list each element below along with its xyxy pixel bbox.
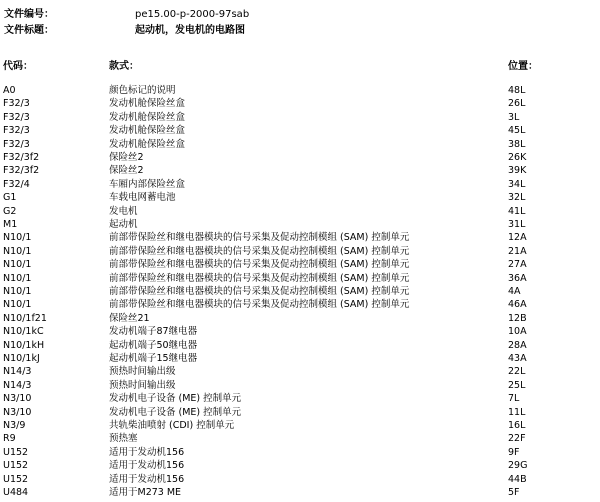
table-row	[0, 459, 600, 472]
document-number-value: pe15.00-p-2000-97sab	[135, 9, 250, 20]
row-code: N10/1	[3, 272, 32, 284]
row-style: 前部带保险丝和继电器模块的信号采集及促动控制模组 (SAM) 控制单元	[109, 232, 410, 244]
table-row	[0, 473, 600, 486]
row-position: 5F	[508, 487, 520, 498]
row-code: U152	[3, 446, 29, 458]
table-row	[0, 84, 600, 97]
row-code: N10/1	[3, 286, 32, 297]
row-position: 7L	[508, 393, 520, 405]
row-style: 发动机电子设备 (ME) 控制单元	[109, 393, 242, 405]
table-row	[0, 486, 600, 499]
row-position: 9F	[508, 446, 520, 458]
row-position: 4A	[508, 286, 521, 297]
column-header-position: 位置：	[508, 61, 538, 72]
column-header-row	[0, 60, 600, 73]
row-position: 26L	[508, 98, 526, 110]
row-style: 适用于发动机156	[109, 460, 185, 472]
row-style: 适用于发动机156	[109, 446, 185, 458]
row-position: 26K	[508, 152, 527, 163]
table-row	[0, 419, 600, 432]
row-style: 预热时间输出级	[109, 366, 176, 378]
table-row	[0, 205, 600, 218]
row-position: 36A	[508, 272, 527, 284]
row-code: F32/3	[3, 98, 30, 110]
row-position: 39K	[508, 165, 527, 177]
row-position: 38L	[508, 138, 526, 150]
row-code: N3/9	[3, 420, 26, 431]
row-style: 发动机舱保险丝盒	[109, 125, 186, 137]
row-position: 44B	[508, 473, 527, 485]
row-style: 车厢内部保险丝盒	[109, 178, 186, 190]
row-code: N10/1	[3, 299, 32, 311]
table-row	[0, 352, 600, 365]
row-code: U484	[3, 487, 29, 498]
table-row	[0, 272, 600, 285]
table-row	[0, 124, 600, 137]
row-position: 12B	[508, 312, 527, 324]
row-position: 16L	[508, 420, 526, 431]
document-number-label: 文件编号：	[4, 9, 54, 20]
row-code: G1	[3, 192, 17, 204]
row-position: 22L	[508, 366, 526, 378]
row-style: 起动机	[109, 219, 138, 230]
table-row	[0, 164, 600, 177]
table-row	[0, 406, 600, 419]
table-row	[0, 379, 600, 392]
table-row	[0, 392, 600, 405]
row-position: 45L	[508, 125, 526, 137]
row-style: 保险丝21	[109, 312, 150, 324]
row-style: 前部带保险丝和继电器模块的信号采集及促动控制模组 (SAM) 控制单元	[109, 259, 410, 271]
row-style: 前部带保险丝和继电器模块的信号采集及促动控制模组 (SAM) 控制单元	[109, 245, 410, 257]
row-code: M1	[3, 219, 18, 230]
row-style: 前部带保险丝和继电器模块的信号采集及促动控制模组 (SAM) 控制单元	[109, 286, 410, 297]
document-number-row	[0, 8, 600, 21]
row-code: N10/1	[3, 245, 32, 257]
row-code: N10/1f21	[3, 312, 47, 324]
row-code: F32/3	[3, 125, 30, 137]
row-position: 41L	[508, 205, 526, 217]
row-position: 34L	[508, 178, 526, 190]
row-style: 前部带保险丝和继电器模块的信号采集及促动控制模组 (SAM) 控制单元	[109, 299, 410, 311]
row-style: 起动机端子50继电器	[109, 339, 198, 351]
row-style: 预热时间输出级	[109, 379, 176, 391]
table-row	[0, 432, 600, 445]
row-code: R9	[3, 433, 16, 445]
row-style: 适用于M273 ME	[109, 487, 182, 498]
table-row	[0, 191, 600, 204]
row-code: F32/3	[3, 138, 30, 150]
row-position: 46A	[508, 299, 527, 311]
row-code: U152	[3, 473, 29, 485]
column-header-style: 款式：	[109, 61, 139, 72]
table-row	[0, 218, 600, 231]
row-style: 前部带保险丝和继电器模块的信号采集及促动控制模组 (SAM) 控制单元	[109, 272, 410, 284]
row-style: 发动机舱保险丝盒	[109, 98, 186, 110]
row-style: 适用于发动机156	[109, 473, 185, 485]
table-row	[0, 138, 600, 151]
table-row	[0, 365, 600, 378]
row-code: N3/10	[3, 393, 32, 405]
row-position: 48L	[508, 85, 526, 96]
row-position: 25L	[508, 379, 526, 391]
row-style: 车载电网蓄电池	[109, 192, 176, 204]
table-row	[0, 111, 600, 124]
row-position: 3L	[508, 111, 520, 123]
row-code: A0	[3, 85, 16, 96]
row-code: F32/3f2	[3, 165, 40, 177]
row-code: N10/1kJ	[3, 353, 40, 364]
row-style: 共轨柴油喷射 (CDI) 控制单元	[109, 420, 235, 431]
table-row	[0, 258, 600, 271]
row-style: 发动机端子87继电器	[109, 326, 198, 338]
column-header-code: 代码：	[3, 61, 33, 72]
row-position: 10A	[508, 326, 527, 338]
row-code: F32/3	[3, 111, 30, 123]
table-row	[0, 151, 600, 164]
row-position: 11L	[508, 406, 526, 418]
row-position: 32L	[508, 192, 526, 204]
row-style: 发动机舱保险丝盒	[109, 111, 186, 123]
table-row	[0, 285, 600, 298]
document-title-label: 文件标题：	[4, 25, 54, 36]
row-position: 27A	[508, 259, 527, 271]
row-style: 保险丝2	[109, 165, 144, 177]
row-style: 发电机	[109, 205, 138, 217]
row-code: N3/10	[3, 406, 32, 418]
row-code: N10/1kC	[3, 326, 44, 338]
row-position: 12A	[508, 232, 527, 244]
table-row	[0, 231, 600, 244]
table-row	[0, 298, 600, 311]
row-code: G2	[3, 205, 17, 217]
row-position: 21A	[508, 245, 527, 257]
row-code: F32/4	[3, 178, 30, 190]
row-position: 29G	[508, 460, 528, 472]
row-code: N10/1kH	[3, 339, 45, 351]
row-code: N14/3	[3, 379, 32, 391]
table-row	[0, 312, 600, 325]
table-row	[0, 325, 600, 338]
table-row	[0, 446, 600, 459]
row-style: 起动机端子15继电器	[109, 353, 198, 364]
table-row	[0, 339, 600, 352]
document-title-row	[0, 24, 600, 37]
row-position: 43A	[508, 353, 527, 364]
table-row	[0, 178, 600, 191]
row-code: U152	[3, 460, 29, 472]
row-style: 发动机电子设备 (ME) 控制单元	[109, 406, 242, 418]
row-position: 22F	[508, 433, 526, 445]
row-style: 预热塞	[109, 433, 138, 445]
row-style: 发动机舱保险丝盒	[109, 138, 186, 150]
table-row	[0, 97, 600, 110]
row-style: 颜色标记的说明	[109, 85, 176, 96]
row-code: N10/1	[3, 232, 32, 244]
row-position: 31L	[508, 219, 526, 230]
row-code: N10/1	[3, 259, 32, 271]
table-row	[0, 245, 600, 258]
document-title-value: 起动机，发电机的电路图	[135, 25, 245, 36]
row-position: 28A	[508, 339, 527, 351]
row-style: 保险丝2	[109, 152, 144, 163]
row-code: F32/3f2	[3, 152, 40, 163]
row-code: N14/3	[3, 366, 32, 378]
